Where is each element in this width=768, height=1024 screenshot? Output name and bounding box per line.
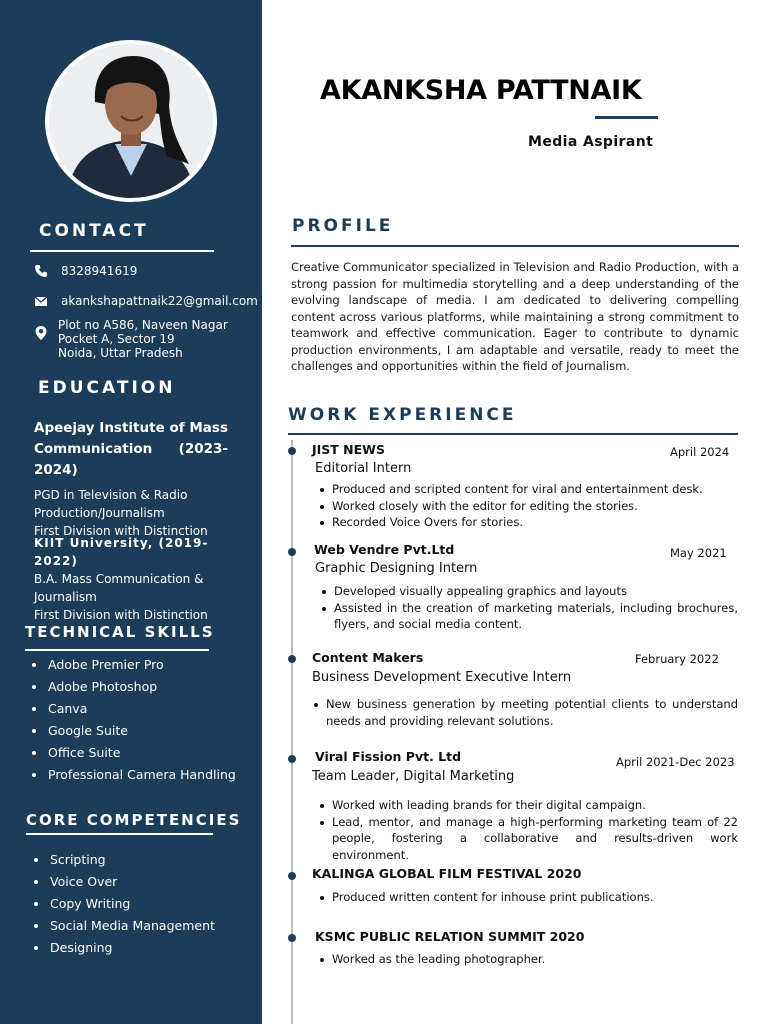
job-date: February 2022	[635, 652, 719, 666]
list-item: Assisted in the creation of marketing materials, including brochures, flyers, and social media content.	[320, 600, 738, 633]
education-heading: EDUCATION	[38, 378, 176, 398]
address-block	[58, 318, 228, 360]
name-underline	[595, 116, 658, 119]
list-item: Designing	[34, 937, 215, 959]
job-role: Editorial Intern	[315, 461, 412, 476]
job-bullets	[312, 696, 738, 729]
sidebar	[0, 0, 262, 1024]
job-date: April 2021-Dec 2023	[616, 755, 735, 769]
job-date: May 2021	[670, 546, 727, 560]
candidate-name: AKANKSHA PATTNAIK	[320, 75, 642, 106]
list-item: Worked with leading brands for their digital campaign.	[318, 797, 738, 814]
mail-icon	[34, 294, 48, 308]
list-item: Canva	[32, 698, 236, 720]
list-item: Office Suite	[32, 742, 236, 764]
phone-icon	[34, 264, 48, 278]
profile-divider	[291, 245, 739, 247]
technical-skills-divider	[25, 649, 209, 651]
list-item: Professional Camera Handling	[32, 764, 236, 786]
job-company: Web Vendre Pvt.Ltd	[314, 542, 455, 557]
list-item: Recorded Voice Overs for stories.	[318, 514, 738, 531]
list-item: Adobe Premier Pro	[32, 654, 236, 676]
candidate-subtitle: Media Aspirant	[528, 134, 654, 150]
education-result: First Division with Distinction	[34, 608, 208, 622]
education-institution: Apeejay Institute of Mass Communication (2023-2024)	[34, 420, 228, 478]
job-role: Graphic Designing Intern	[315, 561, 478, 576]
list-item: Social Media Management	[34, 915, 215, 937]
education-degree: PGD in Television & Radio Production/Journalism	[34, 488, 188, 520]
education-result: First Division with Distinction	[34, 524, 208, 538]
job-company: KSMC PUBLIC RELATION SUMMIT 2020	[315, 929, 585, 944]
list-item: Scripting	[34, 849, 215, 871]
work-experience-divider	[288, 433, 738, 435]
profile-photo	[45, 40, 217, 202]
list-item: Google Suite	[32, 720, 236, 742]
work-experience-heading: WORK EXPERIENCE	[288, 405, 517, 425]
contact-divider	[30, 250, 214, 252]
job-bullets	[318, 951, 738, 968]
address-line: Pocket A, Sector 19	[58, 332, 175, 346]
job-bullets	[318, 889, 738, 906]
address-line: Plot no A586, Naveen Nagar	[58, 318, 228, 332]
list-item: Worked closely with the editor for editing the stories.	[318, 498, 738, 515]
job-bullets	[318, 481, 738, 531]
list-item: Developed visually appealing graphics and layouts	[320, 583, 738, 600]
list-item: Lead, mentor, and manage a high-performing marketing team of 22 people, fostering a collaborative and results-driven work environment.	[318, 814, 738, 864]
job-role: Business Development Executive Intern	[312, 670, 572, 685]
location-pin-icon	[34, 325, 48, 339]
profile-photo-illustration	[49, 44, 213, 198]
list-item: Voice Over	[34, 871, 215, 893]
education-entry	[34, 534, 228, 624]
phone-number[interactable]: 8328941619	[61, 264, 138, 278]
timeline-dot	[288, 934, 296, 942]
list-item: Worked as the leading photographer.	[318, 951, 738, 968]
list-item: Produced written content for inhouse print publications.	[318, 889, 738, 906]
job-company: Content Makers	[312, 650, 424, 665]
job-company: JIST NEWS	[312, 442, 385, 457]
job-bullets	[320, 583, 738, 633]
profile-text: Creative Communicator specialized in Television and Radio Production, with a strong passion for multimedia storytelling and a deep understanding of the evolving landscape of media. I am dedicated to delivering compelling content across various platforms, while maintaining a strong commitment to teamwork and effective communication. Eager to contribute to dynamic production environments, I am adaptable and versatile, ready to meet the challenges and opportunities within the field of Journalism.	[291, 260, 739, 373]
profile-heading: PROFILE	[292, 216, 394, 236]
list-item: New business generation by meeting potential clients to understand needs and providing relevant solutions.	[312, 696, 738, 729]
timeline-dot	[288, 872, 296, 880]
timeline-dot	[288, 755, 296, 763]
job-company: KALINGA GLOBAL FILM FESTIVAL 2020	[312, 866, 582, 881]
list-item: Produced and scripted content for viral and entertainment desk.	[318, 481, 738, 498]
job-bullets	[318, 797, 738, 863]
list-item: Copy Writing	[34, 893, 215, 915]
core-competencies-list	[34, 849, 215, 959]
job-date: April 2024	[670, 445, 730, 459]
timeline-dot	[288, 447, 296, 455]
timeline-dot	[288, 655, 296, 663]
education-degree: B.A. Mass Communication & Journalism	[34, 572, 204, 604]
core-competencies-divider	[26, 833, 213, 835]
list-item: Adobe Photoshop	[32, 676, 236, 698]
technical-skills-list	[32, 654, 236, 786]
address-line: Noida, Uttar Pradesh	[58, 346, 183, 360]
job-company: Viral Fission Pvt. Ltd	[315, 749, 462, 764]
technical-skills-heading: TECHNICAL SKILLS	[25, 623, 215, 641]
job-role: Team Leader, Digital Marketing	[312, 769, 515, 784]
core-competencies-heading: CORE COMPETENCIES	[26, 811, 242, 829]
contact-heading: CONTACT	[39, 221, 149, 241]
education-institution: KIIT University, (2019-2022)	[34, 536, 209, 568]
email-address[interactable]: akankshapattnaik22@gmail.com	[61, 294, 258, 308]
timeline-dot	[288, 548, 296, 556]
education-entry	[34, 418, 228, 540]
